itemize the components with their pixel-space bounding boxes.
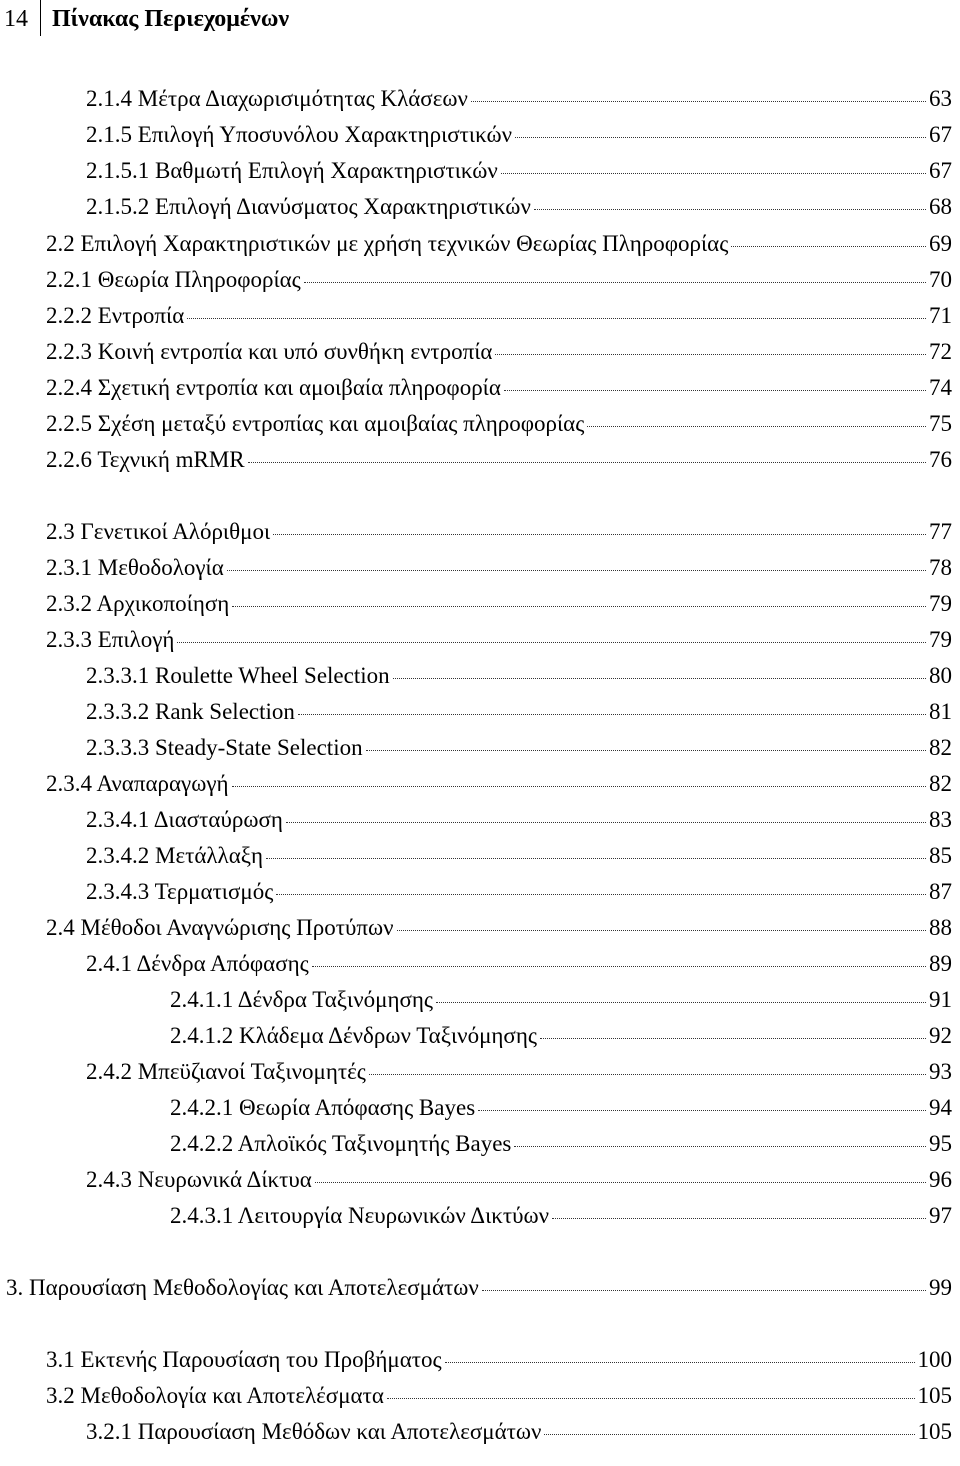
toc-entry[interactable]: 2.3.4.2 Μετάλλαξη 85 (86, 843, 952, 868)
page-number: 14 (4, 6, 28, 32)
toc-entry[interactable]: 2.4.2.1 Θεωρία Απόφασης Bayes 94 (170, 1095, 952, 1120)
toc-entry[interactable]: 2.4.1 Δένδρα Απόφασης 89 (86, 951, 952, 976)
toc-entry[interactable]: 3.2 Μεθοδολογία και Αποτελέσματα 105 (46, 1383, 952, 1408)
toc-entry[interactable]: 3.2.1 Παρουσίαση Μεθόδων και Αποτελεσμάτων 105 (86, 1419, 952, 1444)
toc-entry[interactable]: 2.2.1 Θεωρία Πληροφορίας 70 (46, 267, 952, 292)
toc-entry[interactable]: 2.3.3.3 Steady-State Selection 82 (86, 735, 952, 760)
toc-entry[interactable]: 2.4.2.2 Απλοϊκός Ταξινομητής Bayes 95 (170, 1131, 952, 1156)
toc-entry[interactable]: 2.3.3.1 Roulette Wheel Selection 80 (86, 663, 952, 688)
toc-entry[interactable]: 2.3.4 Αναπαραγωγή 82 (46, 771, 952, 796)
toc-entry[interactable]: 2.1.5.1 Βαθμωτή Επιλογή Χαρακτηριστικών 67 (86, 158, 952, 183)
toc-entry[interactable]: 2.3.4.1 Διασταύρωση 83 (86, 807, 952, 832)
toc-entry[interactable]: 2.4.3.1 Λειτουργία Νευρωνικών Δικτύων 97 (170, 1203, 952, 1228)
page-title: Πίνακας Περιεχομένων (52, 6, 290, 32)
toc-entry[interactable]: 3.1 Εκτενής Παρουσίαση του Προβήματος 100 (46, 1347, 952, 1372)
toc-entry[interactable]: 2.3.1 Μεθοδολογία 78 (46, 555, 952, 580)
toc-entry[interactable]: 2.1.5.2 Επιλογή Διανύσματος Χαρακτηριστικών 68 (86, 194, 952, 219)
toc-entry[interactable]: 2.4.2 Μπεϋζιανοί Ταξινομητές 93 (86, 1059, 952, 1084)
toc-entry[interactable]: 2.1.4 Μέτρα Διαχωρισιμότητας Κλάσεων 63 (86, 86, 952, 111)
toc-entry[interactable]: 2.2.3 Κοινή εντροπία και υπό συνθήκη εντροπία 72 (46, 339, 952, 364)
toc-entry[interactable]: 2.4.1.2 Κλάδεμα Δένδρων Ταξινόμησης 92 (170, 1023, 952, 1048)
toc-entry[interactable]: 2.3.4.3 Τερματισμός 87 (86, 879, 952, 904)
toc-entry[interactable]: 2.2.2 Εντροπία 71 (46, 303, 952, 328)
toc-entry[interactable]: 2.2.4 Σχετική εντροπία και αμοιβαία πληροφορία 74 (46, 375, 952, 400)
toc-entry[interactable]: 2.1.5 Επιλογή Υποσυνόλου Χαρακτηριστικών 67 (86, 122, 952, 147)
toc-entry[interactable]: 2.4.1.1 Δένδρα Ταξινόμησης 91 (170, 987, 952, 1012)
toc-entry[interactable]: 3. Παρουσίαση Μεθοδολογίας και Αποτελεσμάτων 99 (6, 1275, 952, 1300)
toc-entry[interactable]: 2.3.3 Επιλογή 79 (46, 627, 952, 652)
toc-entry[interactable]: 2.2.5 Σχέση μεταξύ εντροπίας και αμοιβαίας πληροφορίας 75 (46, 411, 952, 436)
toc-entry[interactable]: 2.3 Γενετικοί Αλόριθμοι 77 (46, 519, 952, 544)
toc-entry[interactable]: 2.3.2 Αρχικοποίηση 79 (46, 591, 952, 616)
toc-entry[interactable]: 2.4 Μέθοδοι Αναγνώρισης Προτύπων 88 (46, 915, 952, 940)
toc-entry[interactable]: 2.4.3 Νευρωνικά Δίκτυα 96 (86, 1167, 952, 1192)
toc-entry[interactable]: 2.2 Επιλογή Χαρακτηριστικών με χρήση τεχνικών Θεωρίας Πληροφορίας 69 (46, 231, 952, 256)
toc-entry[interactable]: 2.2.6 Τεχνική mRMR 76 (46, 447, 952, 472)
toc-entry[interactable]: 2.3.3.2 Rank Selection 81 (86, 699, 952, 724)
